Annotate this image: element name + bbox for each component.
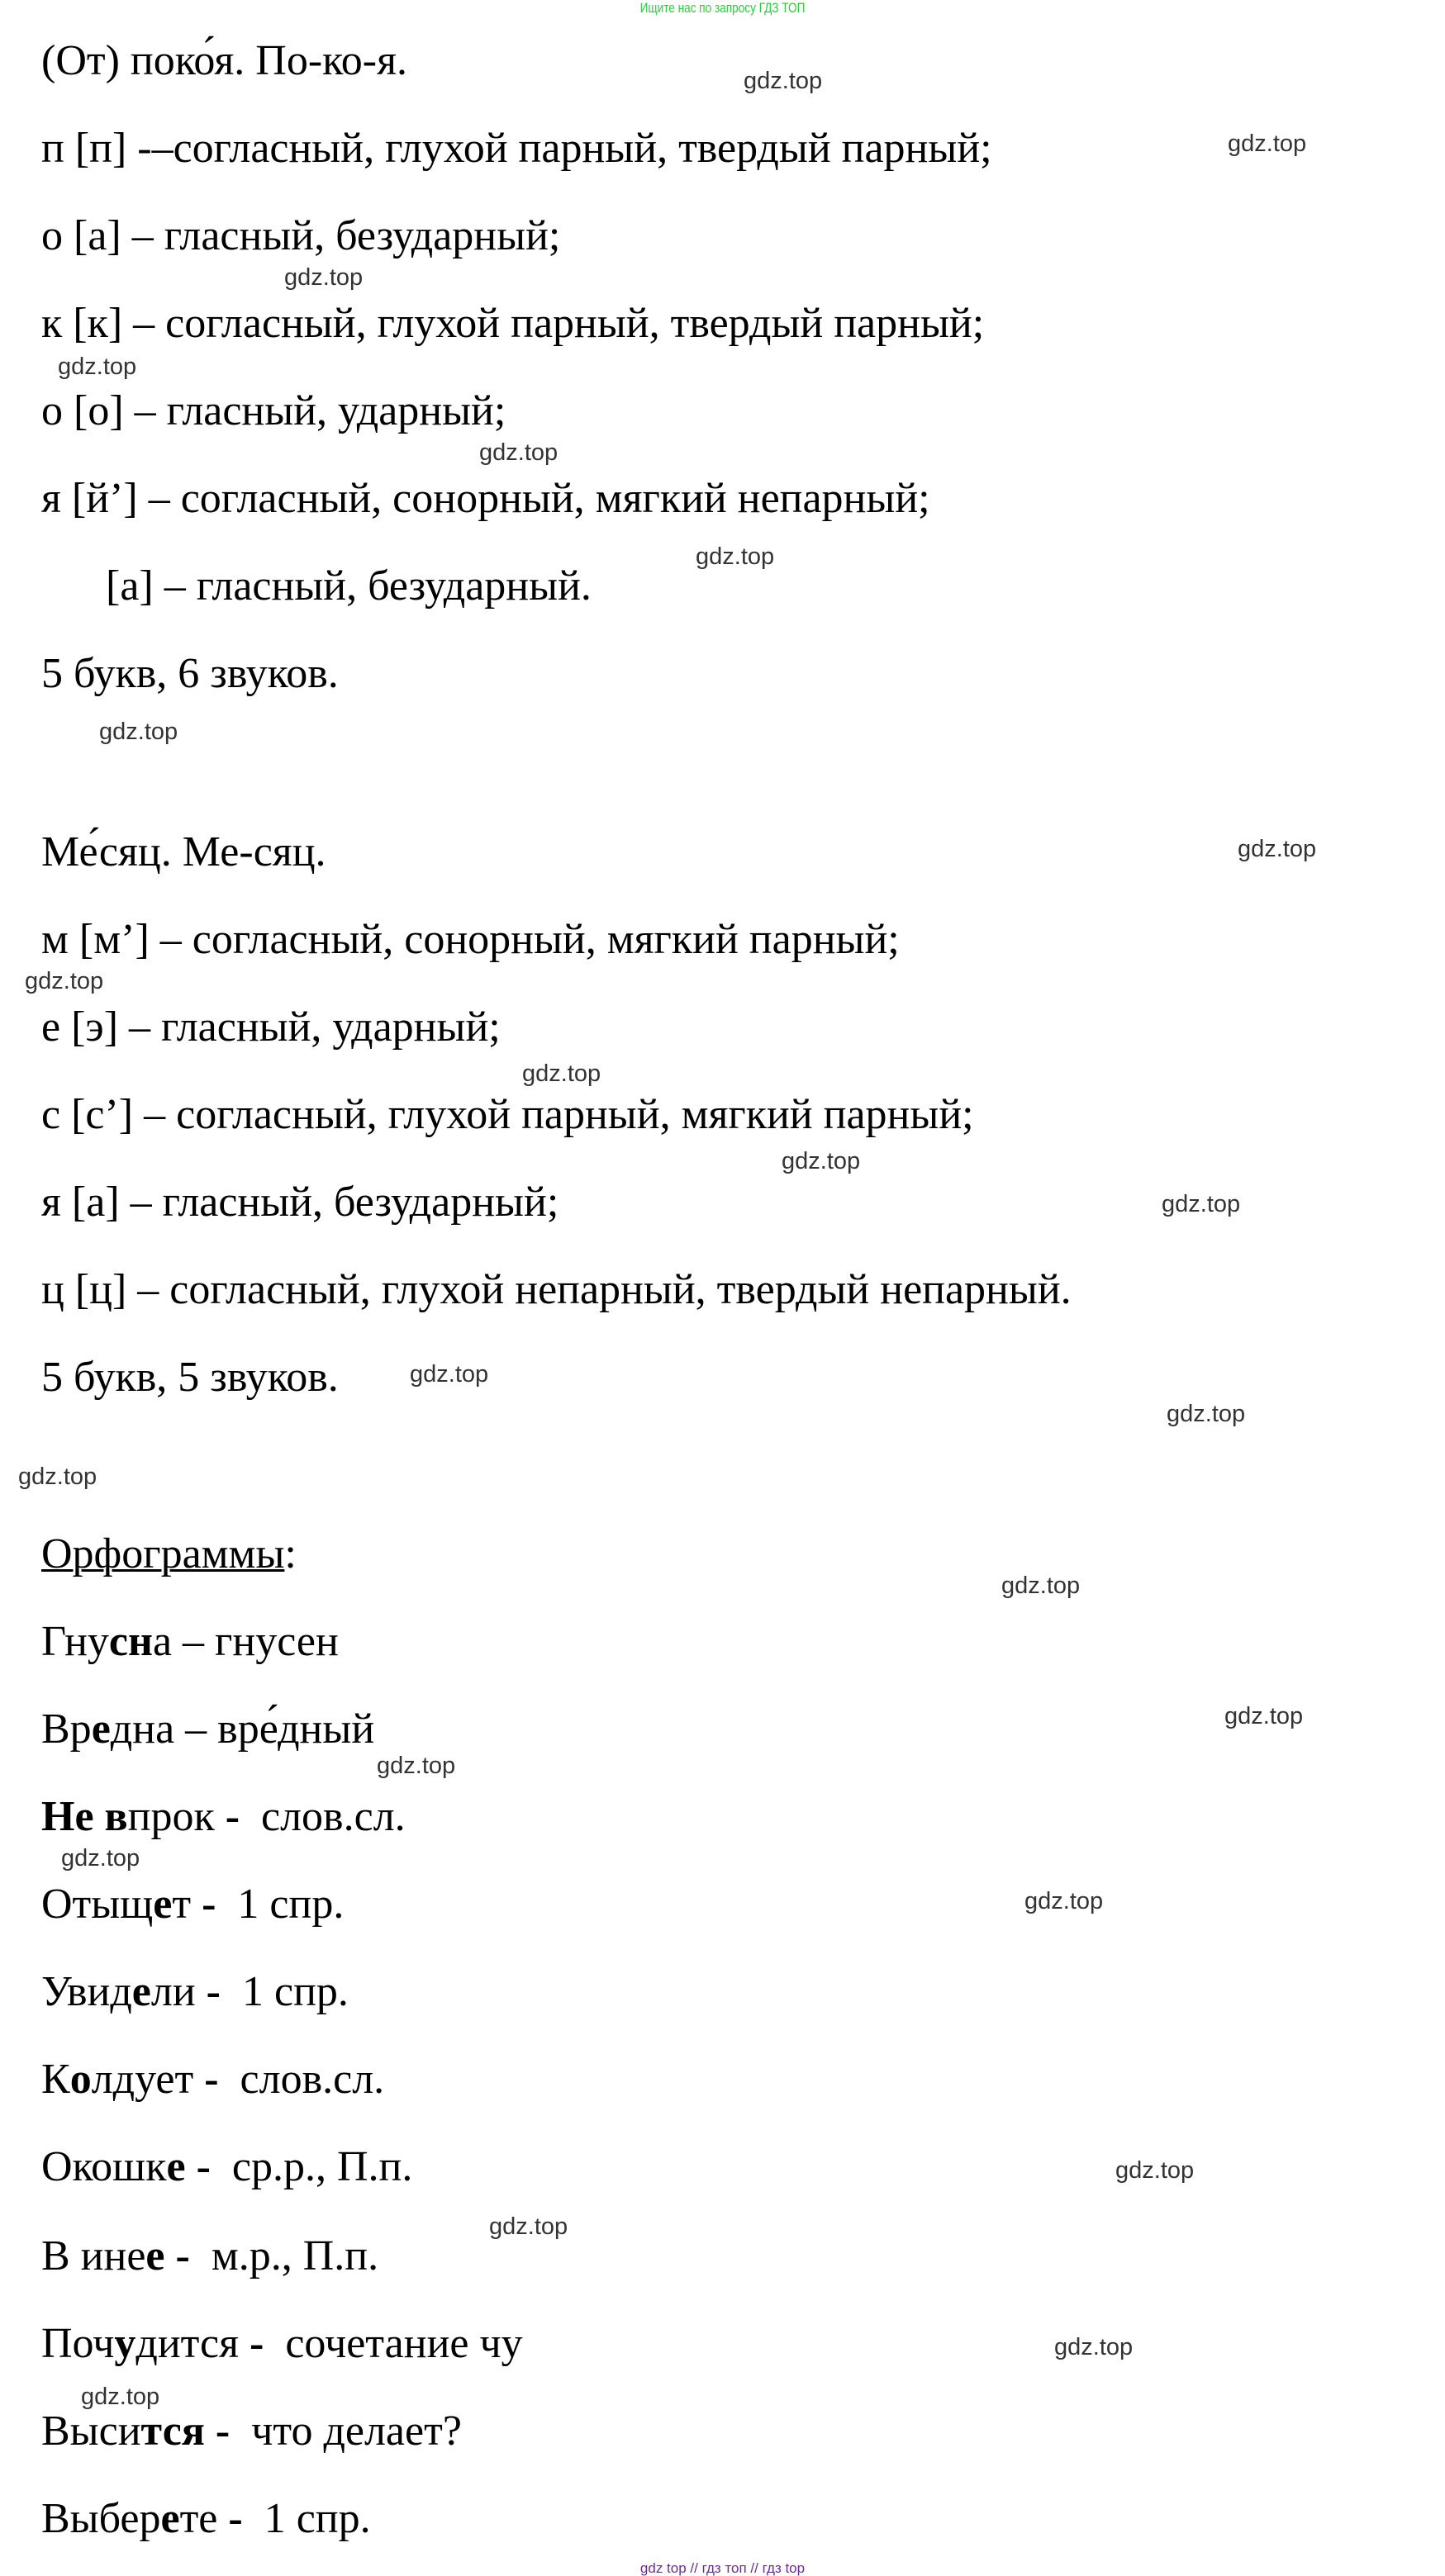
text-segment: о [а] – гласный, безударный;: [41, 212, 561, 259]
watermark-text: gdz.top: [479, 439, 559, 466]
text-segment: Отыщ: [41, 1881, 154, 1928]
text-segment: м.р., П.п.: [189, 2232, 379, 2279]
text-segment: ц [ц] – согласный, глухой непарный, твердый непарный.: [41, 1266, 1072, 1313]
watermark-text: gdz.top: [18, 1464, 97, 1490]
text-line: [41, 2490, 371, 2548]
text-line: [41, 1788, 406, 1846]
text-line: [41, 1349, 339, 1407]
watermark-text: gdz.top: [81, 2384, 160, 2410]
text-line: [41, 470, 930, 528]
text-segment: сочетание чу: [264, 2320, 523, 2367]
highlighted-letters: -: [202, 1881, 216, 1928]
watermark-text: gdz.top: [1054, 2334, 1134, 2360]
text-segment: а – гнусен: [152, 1618, 339, 1665]
text-segment: Выси: [41, 2408, 141, 2455]
text-line: [41, 557, 592, 615]
text-segment: лдует: [91, 2056, 205, 2103]
highlighted-letters: -: [206, 1968, 221, 2015]
text-segment: :: [284, 1530, 297, 1577]
text-line: [41, 2138, 412, 2196]
text-segment: о [о] – гласный, ударный;: [41, 387, 506, 434]
watermark-text: gdz.top: [410, 1361, 489, 1388]
text-segment: дна – вре́дный: [110, 1705, 375, 1753]
text-segment: (От) поко́я. По-ко-я.: [41, 37, 408, 84]
text-line: [41, 382, 506, 440]
highlighted-letters: -: [204, 2056, 219, 2103]
text-segment: Увид: [41, 1968, 132, 2015]
text-segment: Ме́сяц. Ме-сяц.: [41, 828, 326, 875]
text-segment: [а] – гласный, безударный.: [41, 562, 592, 610]
watermark-text: gdz.top: [1167, 1401, 1246, 1427]
text-line: [41, 207, 560, 265]
watermark-text: gdz.top: [61, 1845, 140, 1872]
text-segment: прок: [127, 1793, 226, 1840]
watermark-text: gdz.top: [1024, 1888, 1104, 1914]
text-segment: я [а] – гласный, безударный;: [41, 1179, 559, 1226]
text-segment: 5 букв, 5 звуков.: [41, 1354, 339, 1401]
text-segment: Орфограммы: [41, 1530, 285, 1577]
text-line: [41, 2227, 378, 2285]
highlighted-letters: у: [114, 2320, 136, 2367]
highlighted-letters: тся -: [140, 2408, 231, 2455]
highlighted-letters: е: [160, 2495, 180, 2542]
watermark-text: gdz.top: [99, 719, 178, 745]
text-line: [41, 1086, 974, 1144]
text-line: [41, 1174, 559, 1231]
highlighted-letters: Не в: [41, 1793, 128, 1840]
text-line: [41, 823, 326, 881]
watermark-text: gdz.top: [1001, 1573, 1081, 1599]
highlighted-letters: е -: [145, 2232, 190, 2279]
watermark-text: gdz.top: [1224, 1703, 1304, 1729]
text-line: [41, 1876, 344, 1933]
text-segment: те: [179, 2495, 229, 2542]
watermark-text: gdz.top: [1228, 130, 1307, 157]
text-segment: е [э] – гласный, ударный;: [41, 1003, 501, 1051]
highlighted-letters: е: [91, 1705, 111, 1753]
text-segment: 1 спр.: [221, 1968, 349, 2015]
text-segment: Окошк: [41, 2143, 167, 2190]
text-segment: Вр: [41, 1705, 92, 1753]
highlighted-letters: сн: [108, 1618, 153, 1665]
watermark-text: gdz.top: [25, 968, 104, 994]
highlighted-letters: о: [69, 2056, 92, 2103]
watermark-text: gdz.top: [284, 264, 364, 291]
text-segment: ли: [150, 1968, 207, 2015]
watermark-text: gdz.top: [1238, 836, 1317, 862]
text-line: [41, 1613, 339, 1671]
text-segment: Поч: [41, 2320, 115, 2367]
text-segment: м [м’] – согласный, сонорный, мягкий парный;: [41, 916, 900, 963]
highlighted-letters: е: [153, 1881, 173, 1928]
text-segment: слов.сл.: [240, 1793, 406, 1840]
text-segment: слов.сл.: [218, 2056, 385, 2103]
text-line: [41, 911, 900, 969]
highlighted-letters: -: [228, 2495, 243, 2542]
text-line: [41, 1963, 349, 2021]
text-line: [41, 32, 407, 90]
text-segment: что делает?: [230, 2408, 462, 2455]
text-line: [41, 645, 339, 703]
highlighted-letters: -: [250, 2320, 264, 2367]
watermark-text: gdz.top: [377, 1753, 456, 1779]
highlighted-letters: е: [131, 1968, 151, 2015]
text-segment: В ине: [41, 2232, 146, 2279]
highlighted-letters: -: [225, 1793, 240, 1840]
text-segment: дится: [135, 2320, 250, 2367]
text-segment: К: [41, 2056, 70, 2103]
text-segment: 1 спр.: [216, 1881, 345, 1928]
footer-banner: gdz top // гдз топ // гдз top: [639, 2560, 806, 2576]
text-line: [41, 1261, 1072, 1319]
text-line: [41, 2051, 384, 2109]
text-line: [41, 120, 992, 178]
text-segment: Выбер: [41, 2495, 161, 2542]
watermark-text: gdz.top: [744, 68, 823, 94]
text-segment: ср.р., П.п.: [210, 2143, 413, 2190]
watermark-text: gdz.top: [696, 543, 775, 570]
watermark-text: gdz.top: [782, 1148, 861, 1174]
text-segment: к [к] – согласный, глухой парный, твердый парный;: [41, 300, 985, 347]
text-line: [41, 1701, 374, 1758]
text-segment: п [п] -–согласный, глухой парный, твердый парный;: [41, 125, 992, 172]
text-segment: с [с’] – согласный, глухой парный, мягкий парный;: [41, 1091, 974, 1138]
watermark-text: gdz.top: [1162, 1191, 1241, 1217]
text-segment: я [й’] – согласный, сонорный, мягкий непарный;: [41, 475, 930, 522]
watermark-text: gdz.top: [522, 1060, 601, 1087]
text-segment: т: [172, 1881, 202, 1928]
watermark-text: gdz.top: [489, 2213, 568, 2240]
highlighted-letters: е -: [166, 2143, 211, 2190]
top-banner: Ищите нас по запросу ГДЗ ТОП: [639, 0, 806, 16]
text-segment: 1 спр.: [242, 2495, 371, 2542]
text-segment: 5 букв, 6 звуков.: [41, 650, 339, 697]
watermark-text: gdz.top: [58, 353, 137, 380]
text-line: [41, 295, 984, 353]
text-segment: Гну: [41, 1618, 109, 1665]
watermark-text: gdz.top: [1115, 2157, 1195, 2184]
text-line: [41, 2315, 523, 2373]
section-heading: [41, 1525, 297, 1583]
text-line: [41, 999, 501, 1056]
